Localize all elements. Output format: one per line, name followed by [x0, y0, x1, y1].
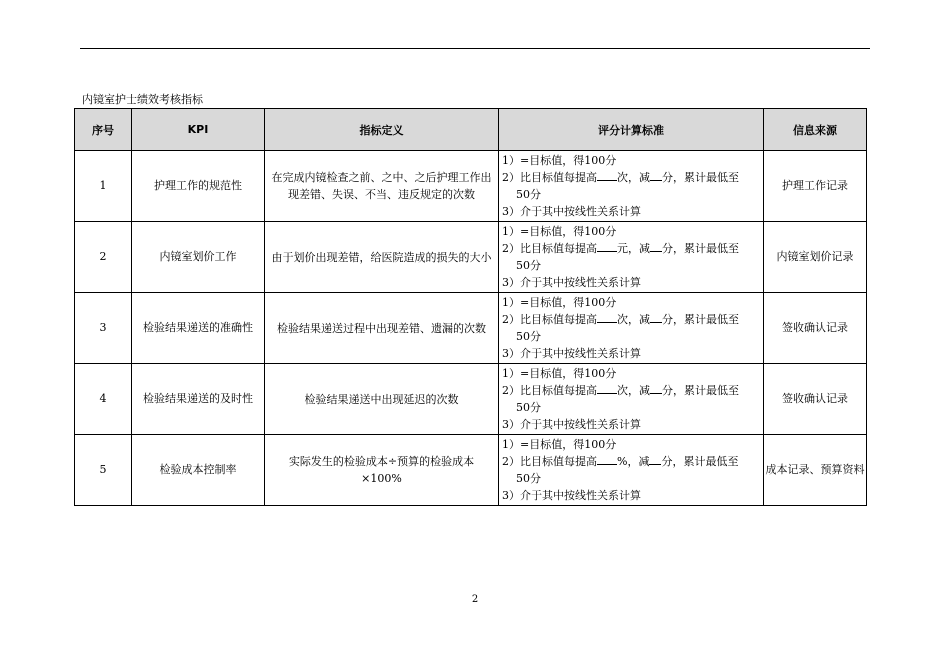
criteria-line-2b: 50分	[516, 401, 541, 414]
cell-kpi: 检验结果递送的准确性	[132, 293, 265, 364]
criteria-line-1: 1）=目标值，得100分	[502, 438, 617, 451]
criteria-line-2: 2）比目标值每提高 次，减 分，累计最低至	[502, 171, 739, 184]
cell-kpi: 护理工作的规范性	[132, 151, 265, 222]
criteria-line-2b: 50分	[516, 472, 541, 485]
criteria-line-2b: 50分	[516, 188, 541, 201]
cell-source: 内镜室划价记录	[764, 222, 867, 293]
criteria-line-1: 1）=目标值，得100分	[502, 154, 617, 167]
cell-criteria	[499, 151, 764, 222]
cell-source: 签收确认记录	[764, 293, 867, 364]
criteria-line-3: 3）介于其中按线性关系计算	[502, 418, 641, 431]
kpi-table	[74, 108, 867, 506]
criteria-line-1: 1）=目标值，得100分	[502, 367, 617, 380]
cell-criteria	[499, 364, 764, 435]
cell-definition: 由于划价出现差错，给医院造成的损失的大小	[265, 222, 499, 293]
cell-source: 成本记录、预算资料	[764, 435, 867, 506]
header-criteria: 评分计算标准	[499, 109, 764, 151]
header-seq: 序号	[75, 109, 132, 151]
criteria-line-2b: 50分	[516, 259, 541, 272]
cell-kpi: 检验成本控制率	[132, 435, 265, 506]
page-number: 2	[471, 594, 479, 605]
header-source: 信息来源	[764, 109, 867, 151]
table-row	[75, 222, 867, 293]
blank-field	[650, 311, 662, 323]
criteria-line-3: 3）介于其中按线性关系计算	[502, 276, 641, 289]
criteria-line-2: 2）比目标值每提高 次，减 分，累计最低至	[502, 384, 739, 397]
cell-seq: 2	[75, 222, 132, 293]
cell-seq: 4	[75, 364, 132, 435]
cell-definition: 检验结果递送过程中出现差错、遗漏的次数	[265, 293, 499, 364]
table-row	[75, 293, 867, 364]
table-row	[75, 435, 867, 506]
cell-definition: 在完成内镜检查之前、之中、之后护理工作出现差错、失误、不当、违反规定的次数	[265, 151, 499, 222]
blank-field	[649, 453, 661, 465]
criteria-line-2: 2）比目标值每提高 次，减 分，累计最低至	[502, 313, 739, 326]
header-rule	[80, 48, 870, 49]
cell-seq: 1	[75, 151, 132, 222]
cell-criteria	[499, 293, 764, 364]
cell-source: 签收确认记录	[764, 364, 867, 435]
criteria-line-2: 2）比目标值每提高 元，减 分，累计最低至	[502, 242, 739, 255]
cell-seq: 5	[75, 435, 132, 506]
blank-field	[650, 382, 662, 394]
blank-field	[597, 169, 617, 181]
cell-source: 护理工作记录	[764, 151, 867, 222]
criteria-line-3: 3）介于其中按线性关系计算	[502, 347, 641, 360]
table-header-row	[75, 109, 867, 151]
criteria-line-3: 3）介于其中按线性关系计算	[502, 489, 641, 502]
criteria-line-3: 3）介于其中按线性关系计算	[502, 205, 641, 218]
cell-kpi: 检验结果递送的及时性	[132, 364, 265, 435]
table-row	[75, 151, 867, 222]
cell-seq: 3	[75, 293, 132, 364]
blank-field	[597, 240, 617, 252]
blank-field	[597, 382, 617, 394]
criteria-line-2: 2）比目标值每提高 %，减 分，累计最低至	[502, 455, 739, 468]
criteria-line-1: 1）=目标值，得100分	[502, 225, 617, 238]
criteria-line-2b: 50分	[516, 330, 541, 343]
header-definition: 指标定义	[265, 109, 499, 151]
blank-field	[597, 453, 617, 465]
header-kpi: KPI	[132, 109, 265, 151]
blank-field	[597, 311, 617, 323]
blank-field	[650, 240, 662, 252]
document-title: 内镜室护士绩效考核指标	[82, 93, 203, 106]
cell-criteria	[499, 222, 764, 293]
blank-field	[650, 169, 662, 181]
cell-criteria	[499, 435, 764, 506]
cell-kpi: 内镜室划价工作	[132, 222, 265, 293]
cell-definition: 检验结果递送中出现延迟的次数	[265, 364, 499, 435]
cell-definition: 实际发生的检验成本÷预算的检验成本×100%	[265, 435, 499, 506]
table-row	[75, 364, 867, 435]
criteria-line-1: 1）=目标值，得100分	[502, 296, 617, 309]
